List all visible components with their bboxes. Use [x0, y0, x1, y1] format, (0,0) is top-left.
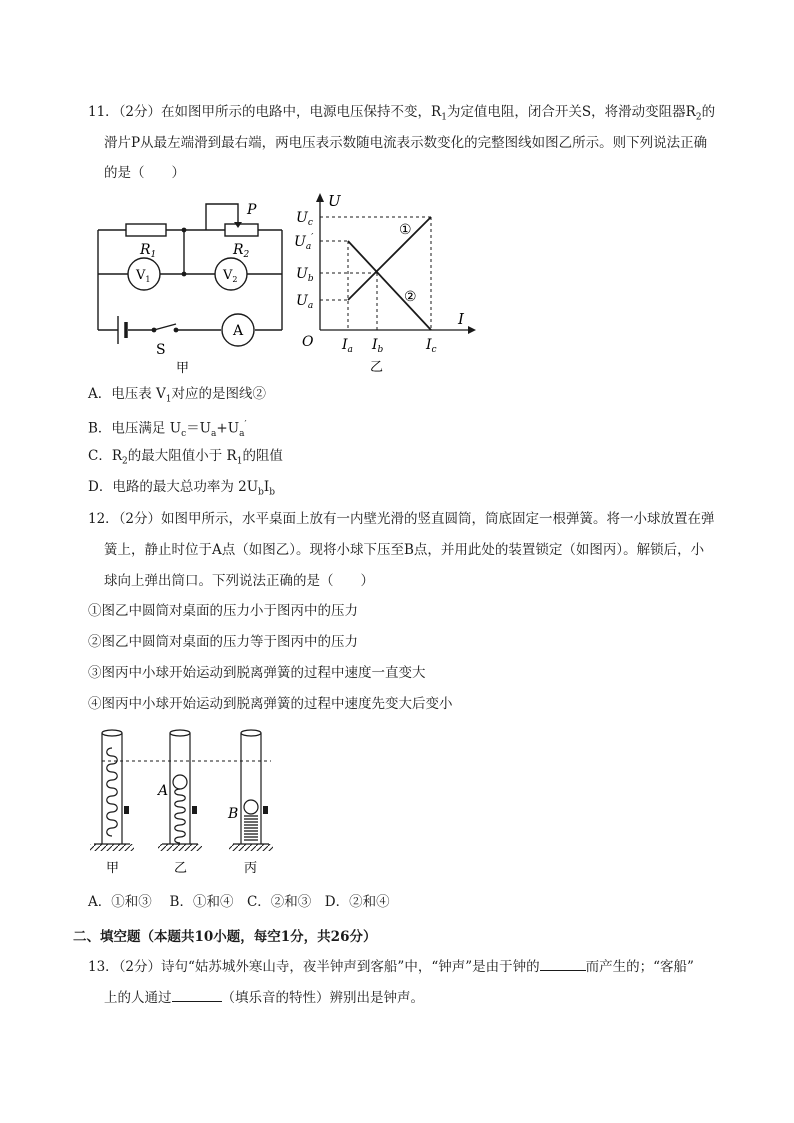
section-2-title: 二、填空题（本题共10小题，每空1分，共26分） [73, 929, 377, 945]
svg-text:Ia: $I_a$ [342, 337, 353, 355]
resistor-r1 [126, 224, 166, 236]
graph-line-1 [348, 217, 431, 300]
q12-statement-3: ③图丙中小球开始运动到脱离弹簧的过程中速度一直变大 [88, 665, 426, 681]
q11-line1: 11．（2分）在如图甲所示的电路中，电源电压保持不变，$R_1$为定值电阻，闭合开关S，将滑动变阻器$R_2$的 [88, 104, 716, 123]
q11-option-d: D．电路的最大总功率为 $2U_bI_b$ [88, 479, 275, 498]
circuit-diagram [90, 196, 296, 374]
svg-text:②: ② [404, 289, 417, 305]
svg-text:Ua: $U_a$ [296, 293, 314, 311]
q13-line2: 上的人通过 （填乐音的特性）辨别出是钟声。 [104, 987, 424, 1008]
svg-text:乙: 乙 [174, 861, 188, 876]
svg-text:丙: 丙 [244, 861, 258, 876]
q12-statement-4: ④图丙中小球开始运动到脱离弹簧的过程中速度先变大后变小 [88, 696, 453, 712]
ui-graph [290, 190, 480, 376]
svg-text:R2: $R_2$ [233, 242, 250, 260]
svg-text:V1: $V_1$ [136, 268, 151, 284]
svg-text:Uc: $U_c$ [296, 210, 313, 228]
svg-text:I: I [458, 310, 464, 328]
svg-text:V2: $V_2$ [223, 268, 238, 284]
q12-options: A．①和③ B．①和④ C．②和③ D．②和④ [88, 894, 390, 910]
graph-line-2 [348, 241, 431, 330]
q11-option-b: B．电压满足 $U_c=U_a+U_a'$ [88, 420, 247, 440]
resistor-r2 [225, 224, 258, 236]
svg-text:A: A [158, 783, 169, 799]
svg-text:O: O [302, 334, 314, 350]
svg-text:甲: 甲 [176, 361, 190, 374]
svg-text:Ib: $I_b$ [372, 337, 384, 355]
svg-text:Ua′: $U_a'$ [294, 233, 314, 252]
svg-text:R1: $R_1$ [140, 242, 157, 260]
q12-statement-2: ②图乙中圆筒对桌面的压力等于图丙中的压力 [88, 634, 358, 650]
q11-option-c: C．$R_2$的最大阻值小于 $R_1$的阻值 [88, 448, 283, 467]
spring-cylinder-figure [88, 726, 293, 878]
q12-statement-1: ①图乙中圆筒对桌面的压力小于图丙中的压力 [88, 603, 358, 619]
q13-line1: 13．（2分）诗句“姑苏城外寒山寺，夜半钟声到客船”中，“钟声”是由于钟的 而产生的；“客船” [88, 956, 694, 977]
svg-text:P: P [247, 202, 257, 218]
svg-text:乙: 乙 [370, 360, 384, 375]
svg-text:Ub: $U_b$ [296, 266, 314, 284]
q11-line3: 的是（ ） [104, 165, 185, 181]
svg-text:Ic: $I_c$ [426, 337, 437, 355]
svg-text:A: A [233, 323, 244, 339]
q11-option-a: A．电压表 $V_1$对应的是图线② [88, 386, 267, 405]
q11-line2: 滑片P从最左端滑到最右端，两电压表示数随电流表示数变化的完整图线如图乙所示。则下列说法正确 [104, 135, 708, 151]
svg-text:①: ① [399, 222, 412, 238]
svg-text:B: B [228, 806, 239, 822]
svg-text:U: U [328, 192, 341, 210]
q12-line3: 球向上弹出筒口。下列说法正确的是（ ） [104, 573, 374, 589]
svg-text:甲: 甲 [106, 861, 120, 876]
answer-blank-2[interactable] [172, 987, 222, 1002]
svg-text:S: S [156, 342, 166, 358]
q12-line2: 簧上，静止时位于A点（如图乙）。现将小球下压至B点，并用此处的装置锁定（如图丙）。解锁后，小 [104, 542, 705, 558]
answer-blank-1[interactable] [540, 956, 586, 971]
q12-line1: 12．（2分）如图甲所示，水平桌面上放有一内壁光滑的竖直圆筒，筒底固定一根弹簧。将一小球放置在弹 [88, 511, 715, 527]
